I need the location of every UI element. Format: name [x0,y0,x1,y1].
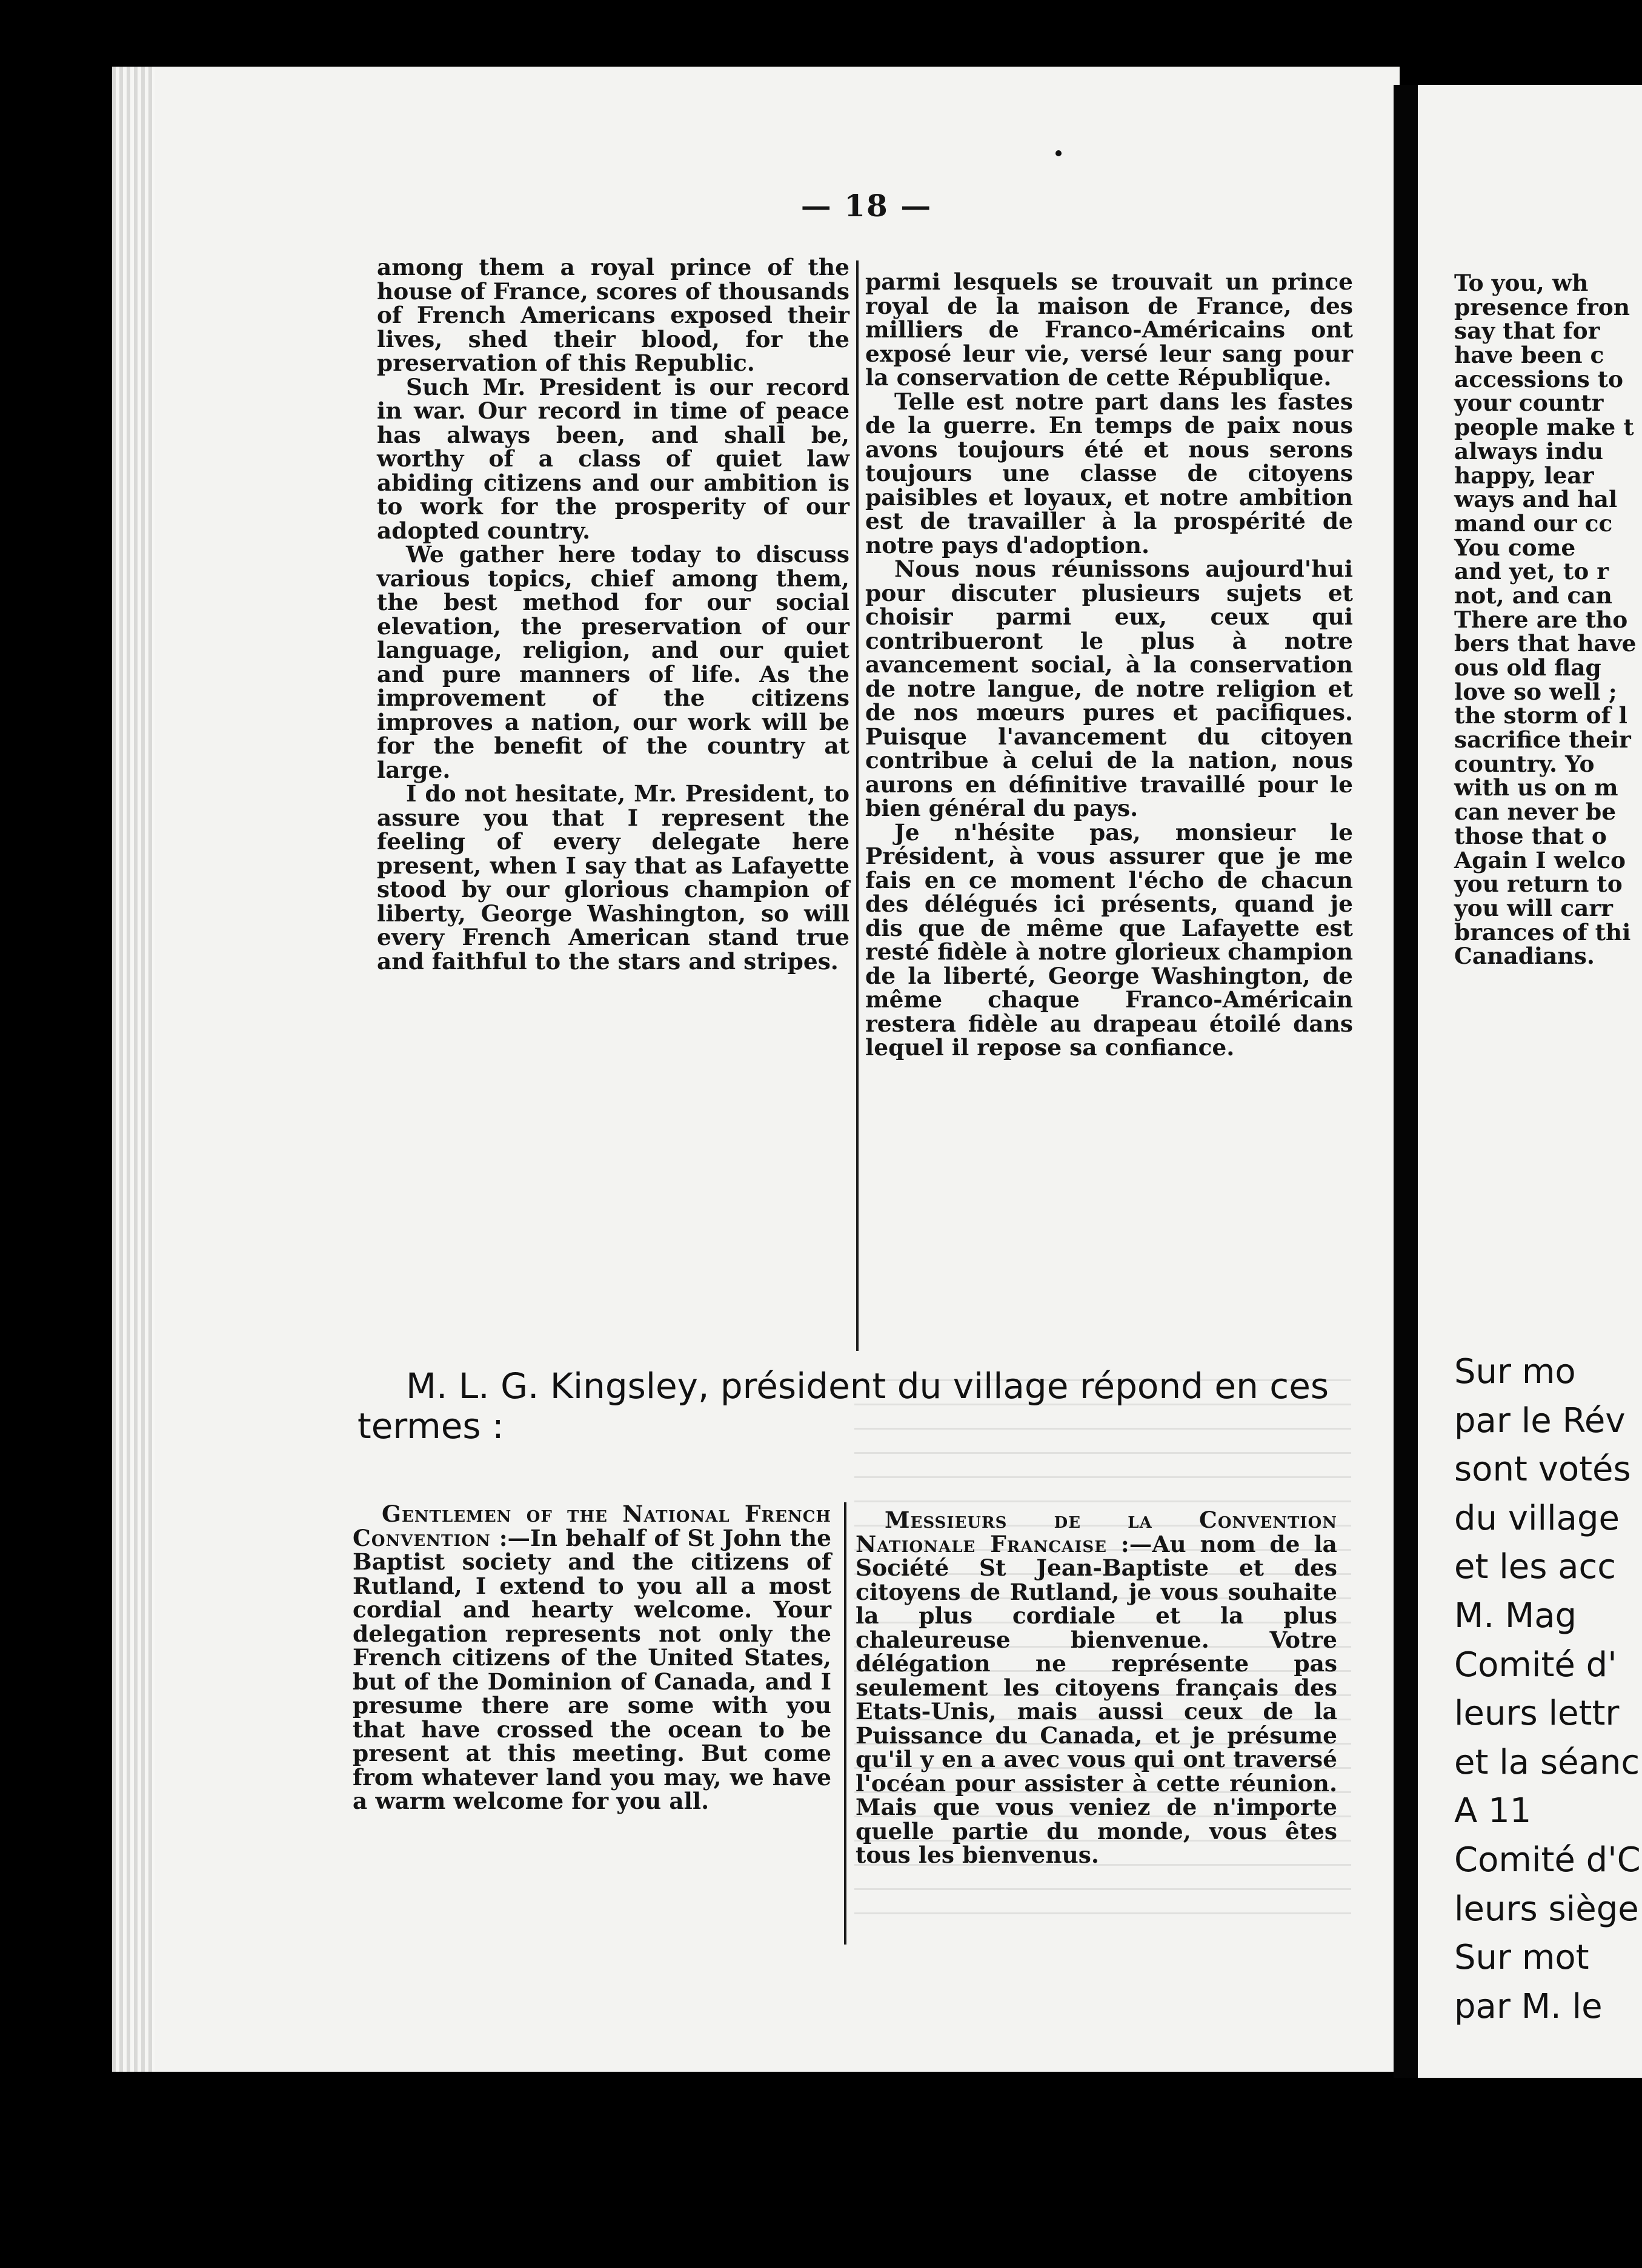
page-edge-stack [112,67,155,2072]
right-page-large-line: A 11 [1454,1791,1532,1831]
right-page-large-line: leurs siège [1454,1889,1639,1929]
french-paragraph: Telle est notre part dans les fastes de la guerre. En temps de paix nous avons toujours été et nous serons toujours une classe de citoyens paisibles et loyaux, et notre ambition est de travailler à la prospérité de notre pays d'adoption. [865,388,1353,559]
right-page-line: people make t [1454,414,1634,441]
section-heading [357,1366,1351,1446]
right-page-line: say that for [1454,317,1600,345]
english-address-text: :—In behalf of St John the Baptist society and the citizens of Rutland, I extend to you all a most cordial and hearty welcome. Your delegation represents not only the French citizens of the United States, but of the Dominion of Canada, and I presume there are some with you that have crossed the ocean to be present at this meeting. But come from whatever land you may, we have a warm welcome for you all. [353,1524,831,1814]
book-gutter [1394,85,1419,2078]
right-page-line: brances of thi [1454,918,1631,946]
right-page-line: those that o [1454,822,1607,849]
french-address-text: :—Au nom de la Société St Jean-Baptiste et des citoyens de Rutland, je vous souhaite la plus cordiale et la plus chaleureuse bienvenue. Votre délégation ne représente pas seulement les citoyens français des Etats-Unis, mais aussi ceux de la Puissance du Canada, et je présume qu'il y en a avec vous qui ont traversé l'océan pour assister à cette réunion. Mais que vous veniez de n'importe quelle partie du monde, vous êtes tous les bienvenus. [856,1530,1337,1868]
right-page-line: always indu [1454,437,1604,465]
french-column-top [865,270,1353,1060]
right-page-line: You come [1454,534,1576,561]
right-page-line: ous old flag [1454,654,1601,681]
right-page-large-line: Comité d'C [1454,1840,1641,1880]
french-salutation: Messieurs de la Convention Nationale Francaise [856,1507,1337,1557]
right-page-large-line: leurs lettr [1454,1694,1620,1734]
right-page-line: mand our cc [1454,509,1613,537]
right-page-line: with us on m [1454,774,1618,801]
right-page-line: country. Yo [1454,750,1595,777]
right-page-line: you will carr [1454,894,1613,921]
english-column-bottom [353,1502,831,1814]
right-page-line: not, and can [1454,582,1612,609]
right-page-line: your countr [1454,390,1604,417]
right-page-line: Again I welco [1454,846,1626,874]
right-page-text-large [1454,1348,1642,2031]
french-paragraph: Nous nous réunissons aujourd'hui pour discuter plusieurs sujets et choisir parmi eux, ceux qui contribueront le plus à notre avancement social, à la conservation de notre langue, de notre religion et de nos mœurs pures et pacifiques. Puisque l'avancement du citoyen contribue à celui de la nation, nous aurons en définitive travaillé pour le bien général du pays. [865,555,1353,821]
french-paragraph: Je n'hésite pas, monsieur le Président, à vous assurer que je me fais en ce moment l'écho de chacun des délégués ici présents, quand je dis que de même que Lafayette est resté fidèle à notre glorieux champion de la liberté, George Washington, de même chaque Franco-Américain restera fidèle au drapeau étoilé dans lequel il repose sa confiance. [865,818,1353,1061]
section-heading-text: M. L. G. Kingsley, président du village répond en ces termes : [357,1365,1329,1447]
right-page-line: To you, wh [1454,270,1589,296]
right-page-text-small [1454,271,1642,969]
column-divider-bottom [844,1502,846,1945]
right-page-large-line: par le Rév [1454,1401,1626,1441]
right-page-line: presence fron [1454,293,1630,320]
ink-speck [1055,150,1062,156]
french-address-paragraph [856,1508,1337,1868]
right-page-line: have been c [1454,342,1604,369]
right-page-large-line: Sur mot [1454,1938,1589,1978]
right-page-large-line: et les acc [1454,1547,1617,1587]
right-page-line: There are tho [1454,606,1628,633]
english-column-top [377,256,849,973]
english-paragraph: We gather here today to discuss various topics, chief among them, the best method for our social elevation, the preservation of our language, religion, and our quiet and pure manners of life. As the improvement of the citizens improves a nation, our work will be for the benefit of the country at large. [377,541,849,783]
right-page-line: the storm of l [1454,702,1627,729]
right-page-large-line: et la séanc [1454,1742,1640,1782]
right-page-line: can never be [1454,798,1617,826]
right-page-large-line: Sur mo [1454,1352,1576,1391]
right-page-large-line: sont votés [1454,1450,1631,1490]
right-page-large-line: du village [1454,1498,1620,1538]
english-paragraph: Such Mr. President is our record in war. Our record in time of peace has always been, and shall be, worthy of a class of quiet law abiding citizens and our ambition is to work for the prosperity of our adopted country. [377,373,849,544]
page-number: — 18 — [800,188,932,224]
english-address-paragraph [353,1502,831,1814]
right-page-large-line: par M. le [1454,1986,1603,2026]
right-page-line: you return to [1454,870,1623,898]
right-page-line: ways and hal [1454,486,1618,513]
right-page-line: love so well ; [1454,678,1617,705]
french-column-bottom [856,1508,1337,1868]
english-paragraph: among them a royal prince of the house of France, scores of thousands of French Americans exposed their lives, shed their blood, for the preservation of this Republic. [377,254,849,376]
right-page-line: accessions to [1454,365,1624,393]
right-page-line: bers that have [1454,630,1637,657]
right-page-large-line: M. Mag [1454,1596,1577,1636]
right-page-large-line: Comité d' [1454,1645,1617,1685]
right-page-line: sacrifice their [1454,726,1631,754]
column-divider-top [856,260,859,1351]
right-page-line: Canadians. [1454,943,1595,970]
french-paragraph: parmi lesquels se trouvait un prince royal de la maison de France, des milliers de Franco-Américains ont exposé leur vie, versé leur sang pour la conservation de cette République. [865,268,1353,391]
english-paragraph: I do not hesitate, Mr. President, to assure you that I represent the feeling of every delegate here present, when I say that as Lafayette stood by our glorious champion of liberty, George Washington, so will every French American stand true and faithful to the stars and stripes. [377,780,849,975]
english-salutation: Gentlemen of the National French Convention [353,1500,831,1551]
right-page-line: and yet, to r [1454,558,1609,585]
right-page-line: happy, lear [1454,462,1594,489]
